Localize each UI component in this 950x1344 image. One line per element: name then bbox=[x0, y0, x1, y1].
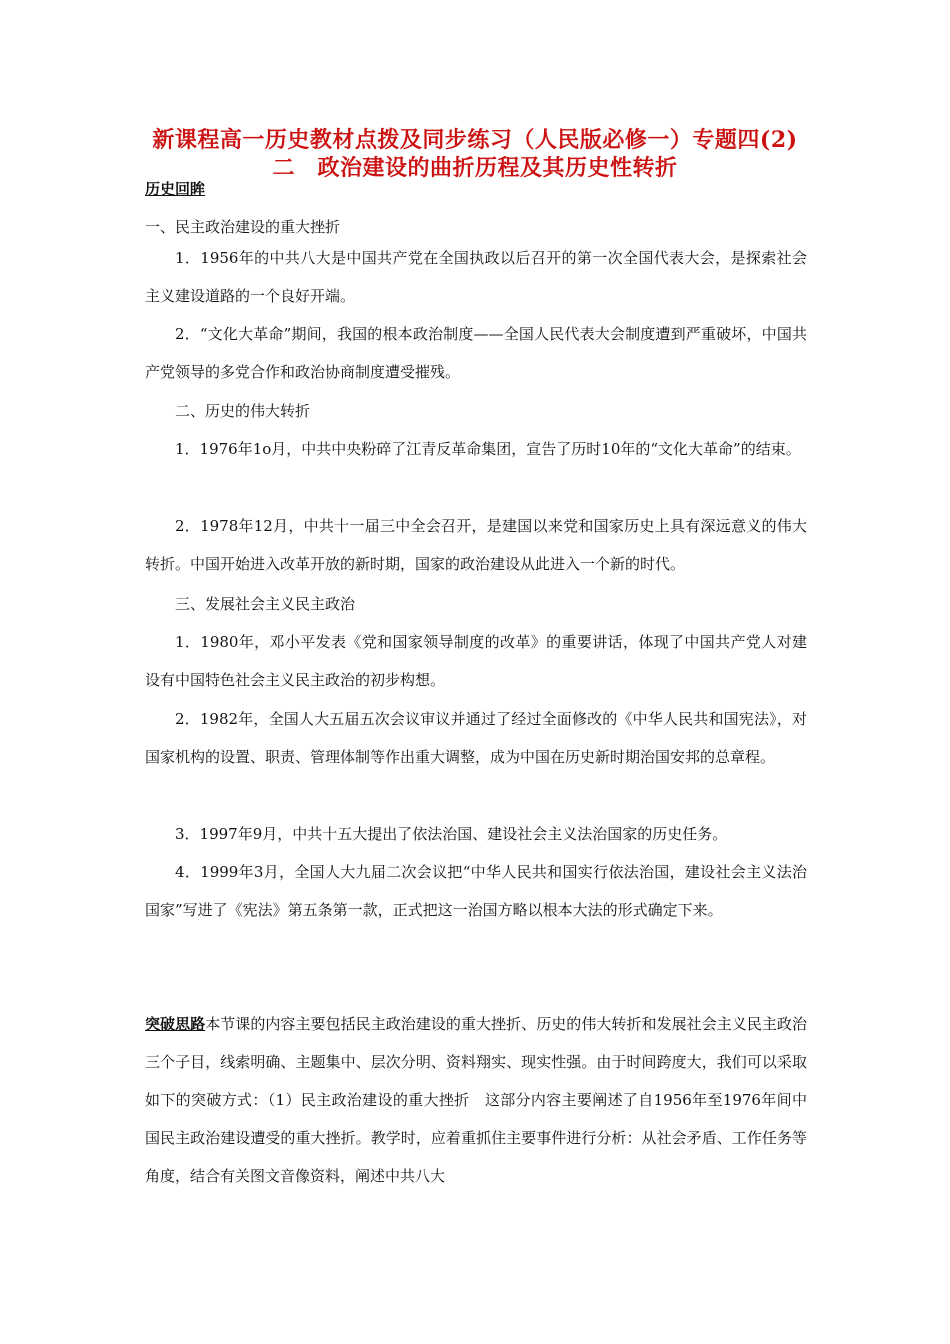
breakthrough-text: 本节课的内容主要包括民主政治建设的重大挫折、历史的伟大转折和发展社会主义民主政治三个子目，线索明确、主题集中、层次分明、资料翔实、现实性强。由于时间跨度大，我们可以采取如下的突破方式：（1）民主政治建设的重大挫折 这部分内容主要阐述了自1956年至1976年间中国民主政治建设遭受的重大挫折。教学时，应着重抓住主要事件进行分析：从社会矛盾、工作任务等角度，结合有关图文音像资料，阐述中共八大 bbox=[145, 1015, 807, 1185]
subheading-3: 三、发展社会主义民主政治 bbox=[175, 595, 356, 613]
breakthrough-paragraph bbox=[145, 1005, 807, 1195]
document-subtitle: 二 政治建设的曲折历程及其历史性转折 bbox=[272, 155, 678, 181]
paragraph-2-1: 1．1976年1o月，中共中央粉碎了江青反革命集团，宣告了历时10年的“文化大革命”的结束。 bbox=[175, 440, 801, 458]
section-heading: 历史回眸 bbox=[145, 180, 206, 198]
paragraph-3-2: 2．1982年，全国人大五届五次会议审议并通过了经过全面修改的《中华人民共和国宪法》，对国家机构的设置、职责、管理体制等作出重大调整，成为中国在历史新时期治国安邦的总章程。 bbox=[145, 710, 807, 766]
paragraph-1-2: 2．“文化大革命”期间，我国的根本政治制度——全国人民代表大会制度遭到严重破坏，中国共产党领导的多党合作和政治协商制度遭受摧残。 bbox=[145, 325, 807, 381]
paragraph-3-1: 1．1980年，邓小平发表《党和国家领导制度的改革》的重要讲话，体现了中国共产党人对建设有中国特色社会主义民主政治的初步构想。 bbox=[145, 633, 807, 689]
paragraph-1-1: 1．1956年的中共八大是中国共产党在全国执政以后召开的第一次全国代表大会，是探索社会主义建设道路的一个良好开端。 bbox=[145, 249, 807, 305]
paragraph-3-4: 4．1999年3月，全国人大九届二次会议把“中华人民共和国实行依法治国，建设社会主义法治国家”写进了《宪法》第五条第一款，正式把这一治国方略以根本大法的形式确定下来。 bbox=[145, 863, 807, 919]
subheading-2: 二、历史的伟大转折 bbox=[175, 402, 311, 420]
subheading-1: 一、民主政治建设的重大挫折 bbox=[145, 218, 341, 236]
paragraph-2-2: 2．1978年12月，中共十一届三中全会召开，是建国以来党和国家历史上具有深远意义的伟大转折。中国开始进入改革开放的新时期，国家的政治建设从此进入一个新的时代。 bbox=[145, 517, 807, 573]
paragraph-3-3: 3．1997年9月，中共十五大提出了依法治国、建设社会主义法治国家的历史任务。 bbox=[175, 825, 728, 843]
breakthrough-label: 突破思路 bbox=[145, 1015, 206, 1033]
document-title: 新课程高一历史教材点拨及同步练习（人民版必修一）专题四(2) bbox=[152, 127, 798, 153]
